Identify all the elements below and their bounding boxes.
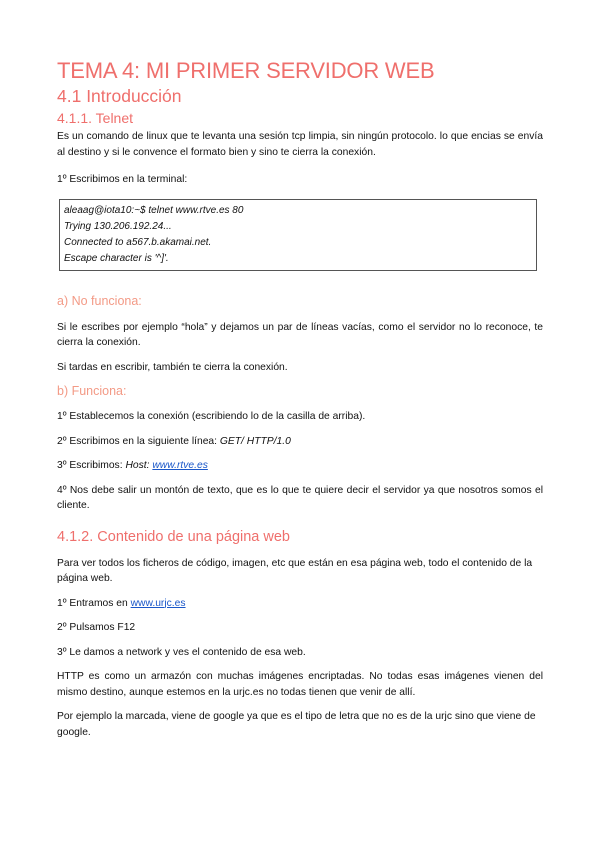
subsection-heading-contenido: 4.1.2. Contenido de una página web [57, 528, 290, 545]
subsection-heading-telnet: 4.1.1. Telnet [57, 110, 134, 126]
case-b-step-4: 4º Nos debe salir un montón de texto, que es lo que te quiere decir el servidor ya que nosotros somos el cliente. [57, 484, 543, 511]
urjc-link[interactable]: www.urjc.es [130, 597, 186, 609]
web-step-1 [57, 596, 543, 612]
code-line: Escape character is '^]'. [64, 252, 169, 264]
case-b-step-2-text: 2º Escribimos en la siguiente línea: [57, 435, 218, 447]
case-b-step-3 [57, 458, 543, 474]
host-label: Host: [125, 460, 150, 471]
case-b-step-3-text: 3º Escribimos: [57, 460, 123, 471]
case-b-step-1: 1º Establecemos la conexión (escribiendo lo de la casilla de arriba). [57, 411, 366, 422]
code-line: Connected to a567.b.akamai.net. [64, 236, 212, 248]
code-line: Trying 130.206.192.24... [64, 220, 172, 232]
case-a-paragraph-2: Si tardas en escribir, también te cierra la conexión. [57, 361, 288, 373]
web-step-2: 2º Pulsamos F12 [57, 622, 136, 633]
rtve-link[interactable]: www.rtve.es [152, 460, 208, 471]
case-a-paragraph-1: Si le escribes por ejemplo “hola” y dejamos un par de líneas vacías, como el servidor no lo reconoce, te cierra la conexión. [57, 321, 543, 348]
case-b-step-2 [57, 434, 543, 450]
example-paragraph: Por ejemplo la marcada, viene de google ya que es el tipo de letra que no es de la urjc sino que viene de google. [57, 711, 536, 738]
telnet-intro-paragraph: Es un comando de linux que te levanta una sesión tcp limpia, sin ningún protocolo. lo que encias se envía al destino y si le convence el formato bien y sino te cierra la conexión. [57, 131, 543, 158]
case-a-heading: a) No funciona: [57, 293, 142, 308]
step-terminal: 1º Escribimos en la terminal: [57, 174, 188, 185]
http-request-line: GET/ HTTP/1.0 [219, 435, 291, 447]
web-step-3: 3º Le damos a network y ves el contenido de esa web. [57, 646, 306, 658]
case-b-heading: b) Funciona: [57, 384, 127, 398]
terminal-code-box [59, 199, 537, 271]
section-heading-introduccion: 4.1 Introducción [57, 86, 182, 106]
page-title: TEMA 4: MI PRIMER SERVIDOR WEB [57, 58, 435, 83]
code-line: aleaag@iota10:~$ telnet www.rtve.es 80 [64, 204, 244, 216]
http-paragraph: HTTP es como un armazón con muchas imágenes encriptadas. No todas esas imágenes vienen del mismo destino, aunque estemos en la urjc.es no todas tienen que venir de allí. [57, 671, 543, 698]
web-step-1-text: 1º Entramos en [57, 597, 128, 609]
web-intro-paragraph: Para ver todos los ficheros de código, imagen, etc que están en esa página web, todo el contenido de la página web. [57, 557, 533, 584]
